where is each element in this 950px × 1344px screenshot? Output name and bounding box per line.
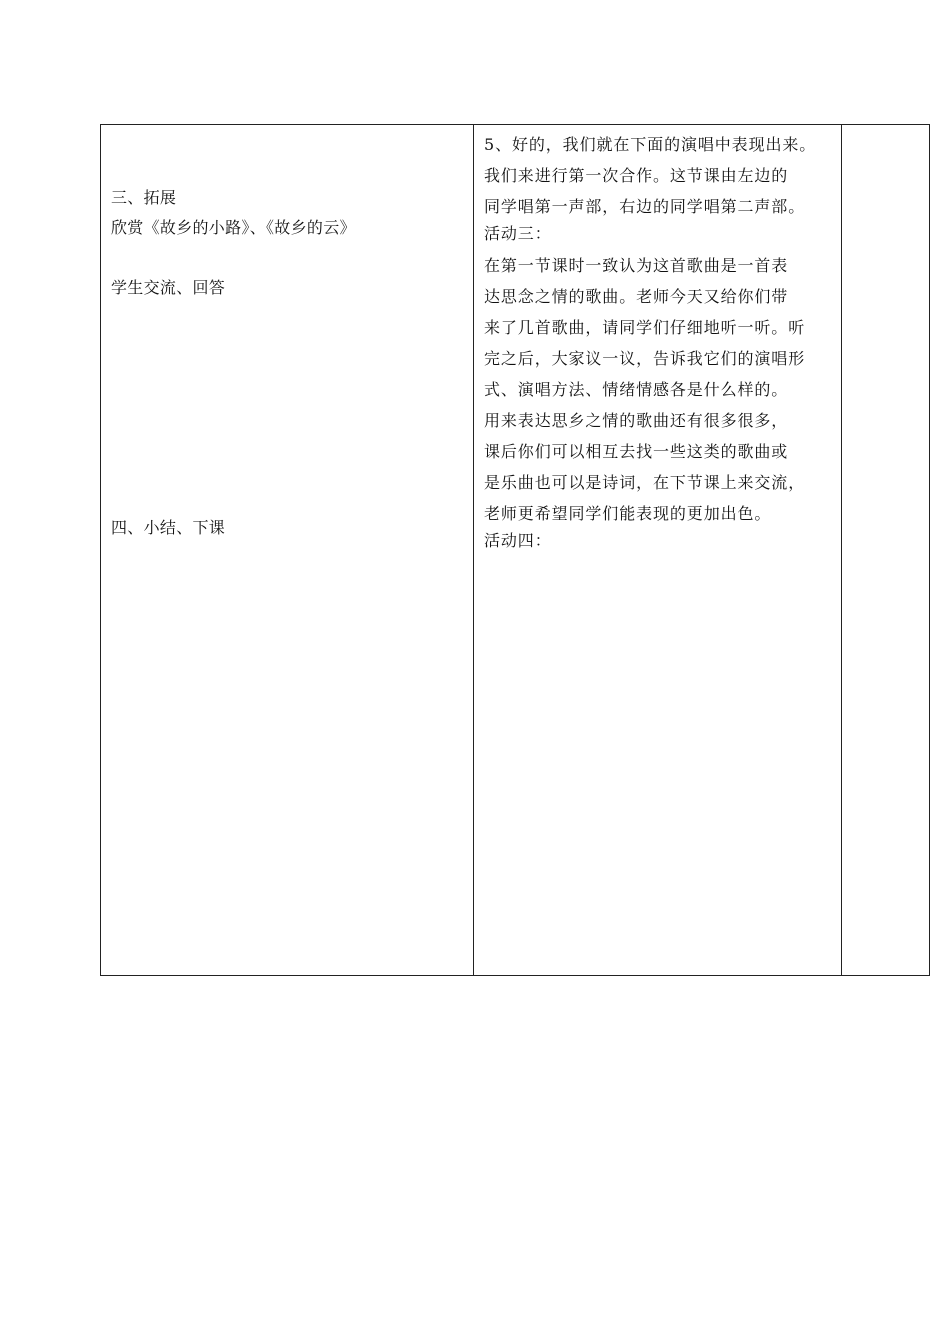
- teacher-activity-cell: [474, 125, 842, 976]
- student-activity: 学生交流、回答: [111, 278, 226, 297]
- text-line: 用来表达思乡之情的歌曲还有很多很多，: [484, 411, 789, 430]
- text-line: 来了几首歌曲，请同学们仔细地听一听。听: [484, 318, 806, 337]
- activity-heading: 活动四：: [484, 531, 552, 550]
- text-line: 达思念之情的歌曲。老师今天又给你们带: [484, 287, 789, 306]
- text-line: 5、好的，我们就在下面的演唱中表现出来。: [484, 135, 817, 154]
- process-column-cell: [101, 125, 474, 976]
- text-line: 老师更希望同学们能表现的更加出色。: [484, 504, 772, 523]
- activity-heading: 活动三：: [484, 224, 552, 243]
- text-line: 我们来进行第一次合作。这节课由左边的: [484, 166, 789, 185]
- text-line: 是乐曲也可以是诗词，在下节课上来交流，: [484, 473, 806, 492]
- lesson-plan-table: [100, 124, 930, 976]
- text-line: 课后你们可以相互去找一些这类的歌曲或: [484, 442, 789, 461]
- text-line: 同学唱第一声部，右边的同学唱第二声部。: [484, 197, 806, 216]
- appreciation-songs: 欣赏《故乡的小路》、《故乡的云》: [111, 218, 356, 237]
- table-row: [101, 125, 930, 976]
- text-line: 在第一节课时一致认为这首歌曲是一首表: [484, 256, 789, 275]
- notes-column-cell: [842, 125, 930, 976]
- text-line: 完之后，大家议一议，告诉我它们的演唱形: [484, 349, 806, 368]
- section3-title: 三、拓展: [111, 188, 177, 207]
- text-line: 式、演唱方法、情绪情感各是什么样的。: [484, 380, 789, 399]
- section4-title: 四、小结、下课: [111, 518, 226, 537]
